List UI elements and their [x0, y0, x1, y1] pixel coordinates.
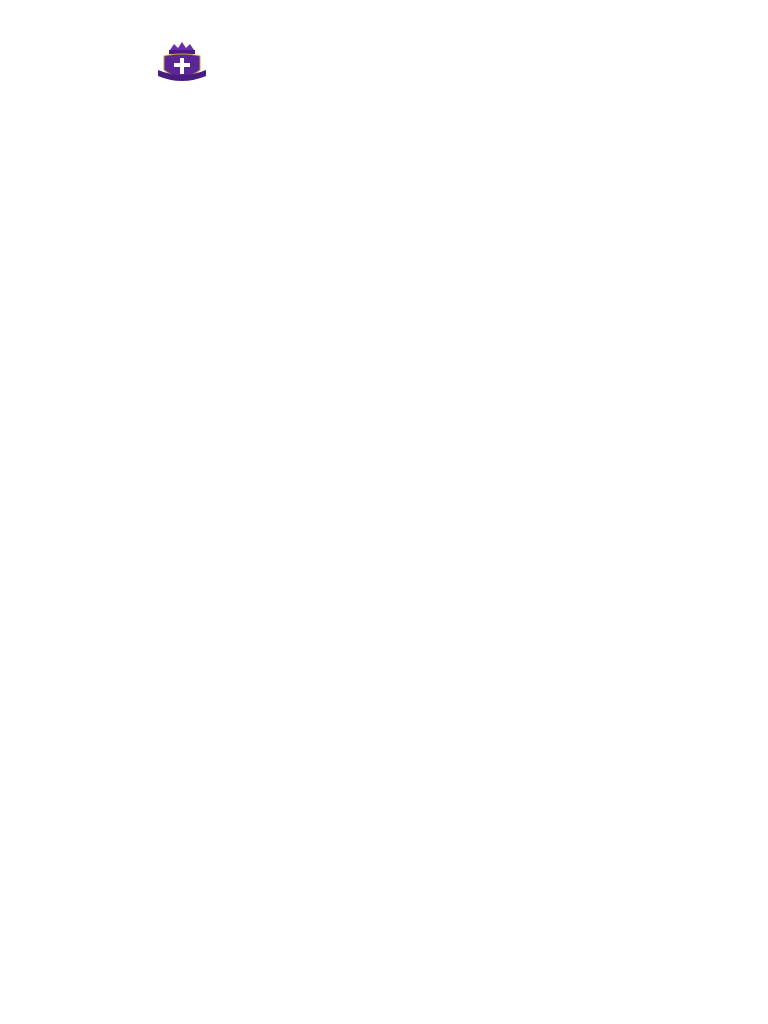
college-crest-logo — [156, 40, 208, 86]
